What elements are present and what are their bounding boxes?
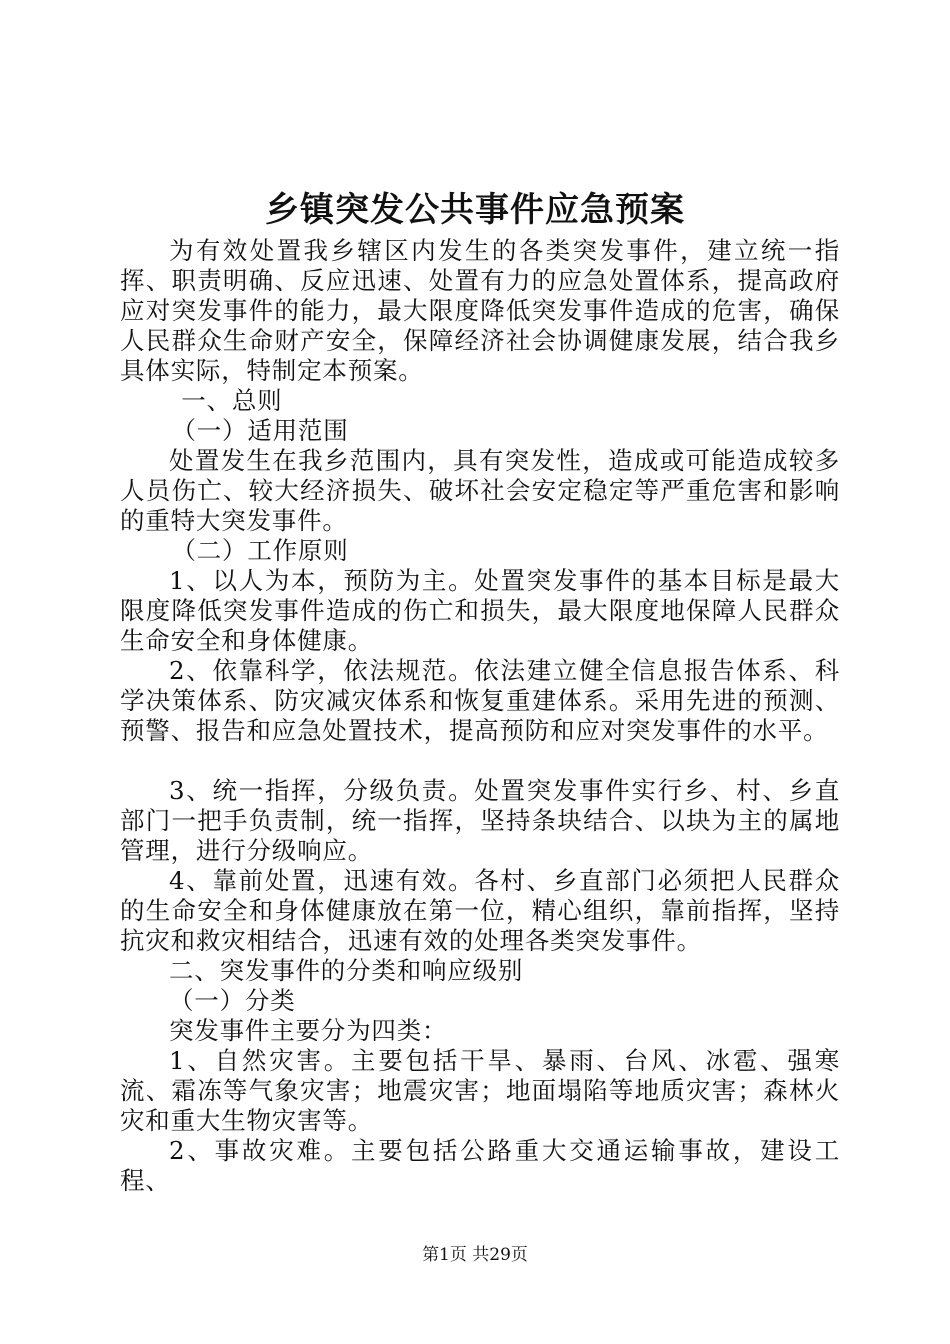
categories-intro-paragraph: 突发事件主要分为四类：	[169, 1016, 448, 1045]
category-paragraph-2: 2、事故灾难。主要包括公路重大交通运输事故，建设工程、	[120, 1136, 840, 1195]
principle-paragraph-4: 4、靠前处置，迅速有效。各村、乡直部门必须把人民群众的生命安全和身体健康放在第一位，精心组织，靠前指挥，坚持抗灾和救灾相结合，迅速有效的处理各类突发事件。	[120, 866, 840, 955]
subsection-heading-scope: （一）适用范围	[171, 416, 349, 445]
section-heading-general: 一、总则	[181, 386, 283, 415]
page-footer: 第1页 共29页	[422, 1245, 528, 1265]
section-heading-classification: 二、突发事件的分类和响应级别	[169, 956, 524, 985]
principle-paragraph-2: 2、依靠科学，依法规范。依法建立健全信息报告体系、科学决策体系、防灾减灾体系和恢复重建体系。采用先进的预测、预警、报告和应急处置技术，提高预防和应对突发事件的水平。	[120, 656, 840, 745]
paragraph-spacer	[120, 746, 840, 776]
subsection-heading-categories: （一）分类	[169, 986, 296, 1015]
intro-paragraph: 为有效处置我乡辖区内发生的各类突发事件，建立统一指挥、职责明确、反应迅速、处置有力的应急处置体系，提高政府应对突发事件的能力，最大限度降低突发事件造成的危害，确保人民群众生命财产安全，保障经济社会协调健康发展，结合我乡具体实际，特制定本预案。	[120, 236, 840, 385]
subsection-heading-principles: （二）工作原则	[171, 536, 349, 565]
category-paragraph-1: 1、自然灾害。主要包括干旱、暴雨、台风、冰雹、强寒流、霜冻等气象灾害；地震灾害；地面塌陷等地质灾害；森林火灾和重大生物灾害等。	[120, 1046, 840, 1135]
principle-paragraph-1: 1、以人为本，预防为主。处置突发事件的基本目标是最大限度降低突发事件造成的伤亡和损失，最大限度地保障人民群众生命安全和身体健康。	[120, 566, 840, 655]
principle-paragraph-3: 3、统一指挥，分级负责。处置突发事件实行乡、村、乡直部门一把手负责制，统一指挥，坚持条块结合、以块为主的属地管理，进行分级响应。	[120, 776, 840, 865]
scope-paragraph: 处置发生在我乡范围内，具有突发性，造成或可能造成较多人员伤亡、较大经济损失、破坏社会安定稳定等严重危害和影响的重特大突发事件。	[120, 446, 840, 535]
document-title: 乡镇突发公共事件应急预案	[265, 190, 685, 230]
document-body	[120, 236, 840, 1196]
